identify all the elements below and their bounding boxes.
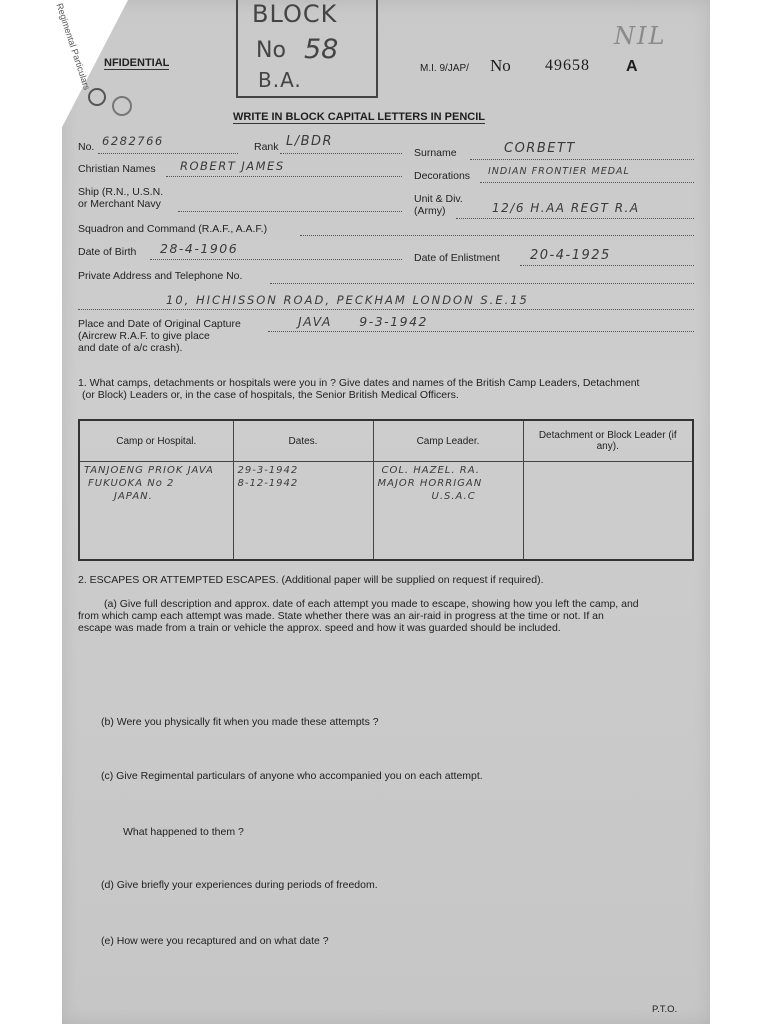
staple-ring-icon bbox=[112, 96, 132, 116]
question-2a-line3: escape was made from a train or vehicle the approx. speed and how it was guarded should be included. bbox=[78, 622, 561, 634]
squadron-label: Squadron and Command (R.A.F., A.A.F.) bbox=[78, 223, 268, 235]
detachment-leader-column-header: Detachment or Block Leader (if any). bbox=[523, 420, 693, 462]
camp-entry: FUKUOKA No 2 bbox=[88, 478, 175, 489]
camp-column-header: Camp or Hospital. bbox=[79, 420, 233, 462]
block-stamp bbox=[236, 0, 378, 98]
leader-entry: MAJOR HORRIGAN bbox=[377, 478, 483, 489]
question-1-line2: (or Block) Leaders or, in the case of hospitals, the Senior British Medical Officers. bbox=[82, 389, 459, 401]
decorations-label: Decorations bbox=[414, 170, 471, 182]
date-entry: 29-3-1942 bbox=[237, 465, 299, 476]
side-tab-text: Regimental Particulars bbox=[54, 2, 92, 92]
form-suffix: A bbox=[626, 58, 638, 75]
date-of-birth-label: Date of Birth bbox=[78, 246, 137, 258]
capture-value: JAVA 9-3-1942 bbox=[298, 314, 428, 329]
question-2a-line1: (a) Give full description and approx. date of each attempt you made to escape, showing how you left the camp, and bbox=[104, 598, 639, 610]
date-entry: 8-12-1942 bbox=[237, 478, 299, 489]
ship-label-line2: or Merchant Navy bbox=[78, 198, 161, 210]
detachment-cell bbox=[523, 462, 693, 561]
christian-names-label: Christian Names bbox=[78, 163, 156, 175]
confidential-label: NFIDENTIAL bbox=[104, 57, 170, 69]
date-of-enlistment-label: Date of Enlistment bbox=[414, 252, 500, 264]
question-2e: (e) How were you recaptured and on what date ? bbox=[101, 935, 329, 947]
question-2d: (d) Give briefly your experiences during periods of freedom. bbox=[101, 879, 378, 891]
question-2c-sub: What happened to them ? bbox=[123, 826, 244, 838]
capture-label-line1: Place and Date of Original Capture bbox=[78, 318, 241, 330]
stamp-block-text: BLOCK bbox=[252, 0, 338, 28]
dates-cell bbox=[233, 462, 373, 561]
question-2-heading: 2. ESCAPES OR ATTEMPTED ESCAPES. (Additional paper will be supplied on request if required). bbox=[78, 574, 544, 586]
rank-label: Rank bbox=[254, 141, 279, 153]
capture-label-line3: and date of a/c crash). bbox=[78, 342, 183, 354]
unit-label-line2: (Army) bbox=[414, 205, 446, 217]
dates-column-header: Dates. bbox=[233, 420, 373, 462]
surname-label: Surname bbox=[414, 147, 457, 159]
pencil-instruction: WRITE IN BLOCK CAPITAL LETTERS IN PENCIL bbox=[233, 111, 485, 123]
surname-value: CORBETT bbox=[504, 141, 576, 156]
christian-names-value: ROBERT JAMES bbox=[180, 159, 285, 173]
stamp-number: 58 bbox=[304, 34, 339, 65]
question-2b: (b) Were you physically fit when you made these attempts ? bbox=[101, 716, 379, 728]
address-value: 10, HICHISSON ROAD, PECKHAM LONDON S.E.15 bbox=[166, 293, 529, 307]
leader-entry: COL. HAZEL. RA. bbox=[381, 465, 480, 476]
question-1-line1: 1. What camps, detachments or hospitals were you in ? Give dates and names of the British Camp Leaders, Detachment bbox=[78, 377, 640, 389]
reference-code: M.I. 9/JAP/ bbox=[420, 63, 469, 74]
camps-table bbox=[78, 419, 694, 561]
question-2a-line2: from which camp each attempt was made. State whether there was an air-raid in progress at the time or not. If an bbox=[78, 610, 604, 622]
camp-entry: TANJOENG PRIOK JAVA bbox=[84, 465, 214, 476]
form-number: 49658 bbox=[545, 57, 590, 74]
service-number-value: 6282766 bbox=[102, 134, 164, 148]
decorations-value: INDIAN FRONTIER MEDAL bbox=[488, 166, 630, 177]
address-label: Private Address and Telephone No. bbox=[78, 270, 243, 282]
unit-label-line1: Unit & Div. bbox=[414, 193, 463, 205]
stamp-ba-text: B.A. bbox=[258, 68, 302, 92]
question-2c: (c) Give Regimental particulars of anyone who accompanied you on each attempt. bbox=[101, 770, 483, 782]
ship-label-line1: Ship (R.N., U.S.N. bbox=[78, 186, 164, 198]
stamp-no-text: No bbox=[256, 38, 286, 63]
date-of-birth-value: 28-4-1906 bbox=[160, 241, 239, 256]
leader-entry: U.S.A.C bbox=[431, 491, 476, 502]
capture-label-line2: (Aircrew R.A.F. to give place bbox=[78, 330, 210, 342]
leader-cell bbox=[373, 462, 523, 561]
date-of-enlistment-value: 20-4-1925 bbox=[530, 248, 611, 263]
nil-note: NIL bbox=[614, 22, 667, 50]
number-label: No bbox=[490, 56, 511, 75]
camp-leader-column-header: Camp Leader. bbox=[373, 420, 523, 462]
service-number-label: No. bbox=[78, 141, 95, 153]
rank-value: L/BDR bbox=[286, 134, 334, 149]
camp-cell bbox=[79, 462, 233, 561]
camp-entry: JAPAN. bbox=[114, 491, 153, 502]
pto-label: P.T.O. bbox=[652, 1004, 678, 1015]
staple-ring-icon bbox=[88, 88, 106, 106]
unit-value: 12/6 H.AA REGT R.A bbox=[492, 201, 640, 215]
